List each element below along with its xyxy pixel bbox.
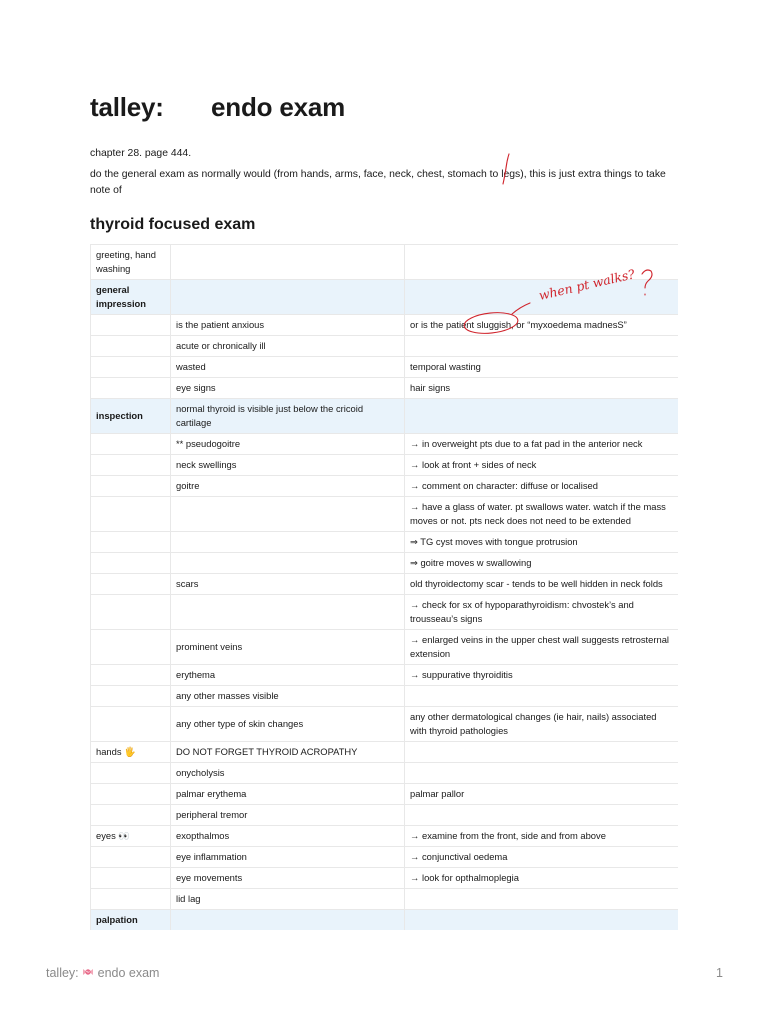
table-cell-note: temporal wasting	[405, 357, 679, 378]
candy-icon	[82, 966, 94, 978]
footer-title-suffix: endo exam	[97, 966, 160, 980]
table-cell-note: → look at front + sides of neck	[405, 455, 679, 476]
table-cell-item	[171, 280, 405, 315]
table-cell-category	[91, 434, 171, 455]
table-cell-category	[91, 455, 171, 476]
table-section-row	[91, 910, 679, 931]
exam-table	[90, 244, 678, 930]
footer-title	[46, 966, 159, 980]
table-cell-item: lid lag	[171, 889, 405, 910]
table-cell-note	[405, 280, 679, 315]
table-cell-note: → conjunctival oedema	[405, 847, 679, 868]
footer-page-number: 1	[716, 966, 723, 980]
table-cell-category	[91, 357, 171, 378]
table-cell-item: DO NOT FORGET THYROID ACROPATHY	[171, 742, 405, 763]
table-cell-category	[91, 532, 171, 553]
table-row	[91, 707, 679, 742]
table-row	[91, 686, 679, 707]
table-cell-note	[405, 399, 679, 434]
table-cell-category	[91, 476, 171, 497]
table-cell-note: ⇒ goitre moves w swallowing	[405, 553, 679, 574]
exam-table-body	[91, 245, 679, 931]
table-cell-category	[91, 315, 171, 336]
table-cell-category	[91, 805, 171, 826]
section-heading: thyroid focused exam	[90, 216, 256, 233]
table-cell-item: palmar erythema	[171, 784, 405, 805]
table-cell-note: or is the patient sluggish, or “myxoedema madnesS”	[405, 315, 679, 336]
table-row	[91, 378, 679, 399]
table-section-row	[91, 399, 679, 434]
table-cell-category	[91, 868, 171, 889]
table-row	[91, 336, 679, 357]
table-cell-category	[91, 553, 171, 574]
table-row	[91, 826, 679, 847]
table-cell-note: → in overweight pts due to a fat pad in the anterior neck	[405, 434, 679, 455]
table-cell-item: ** pseudogoitre	[171, 434, 405, 455]
table-row	[91, 742, 679, 763]
table-cell-note: hair signs	[405, 378, 679, 399]
table-cell-item	[171, 245, 405, 280]
table-row	[91, 434, 679, 455]
table-cell-category: eyes 👀	[91, 826, 171, 847]
table-cell-note	[405, 336, 679, 357]
table-cell-category: greeting, hand washing	[91, 245, 171, 280]
table-row	[91, 455, 679, 476]
table-cell-note: → have a glass of water. pt swallows water. watch if the mass moves or not. pts neck does not need to be extended	[405, 497, 679, 532]
table-cell-category	[91, 847, 171, 868]
table-cell-category	[91, 574, 171, 595]
table-cell-item: eye signs	[171, 378, 405, 399]
table-cell-item	[171, 532, 405, 553]
exam-table-container	[90, 244, 678, 930]
table-row	[91, 357, 679, 378]
table-cell-note: palmar pallor	[405, 784, 679, 805]
table-cell-note: old thyroidectomy scar - tends to be well hidden in neck folds	[405, 574, 679, 595]
table-cell-note: → examine from the front, side and from above	[405, 826, 679, 847]
table-row	[91, 847, 679, 868]
table-cell-note	[405, 742, 679, 763]
table-cell-category: inspection	[91, 399, 171, 434]
table-cell-item: wasted	[171, 357, 405, 378]
table-cell-item: acute or chronically ill	[171, 336, 405, 357]
table-cell-note	[405, 889, 679, 910]
table-cell-item: eye inflammation	[171, 847, 405, 868]
table-cell-note: → check for sx of hypoparathyroidism: chvostek’s and trousseau’s signs	[405, 595, 679, 630]
table-cell-category	[91, 630, 171, 665]
table-cell-item: peripheral tremor	[171, 805, 405, 826]
table-cell-note	[405, 763, 679, 784]
table-cell-item: prominent veins	[171, 630, 405, 665]
table-cell-item	[171, 595, 405, 630]
table-cell-note	[405, 805, 679, 826]
intro-text: do the general exam as normally would (from hands, arms, face, neck, chest, stomach to legs), this is just extra things to take note of	[90, 169, 666, 196]
table-cell-item: is the patient anxious	[171, 315, 405, 336]
table-cell-item: goitre	[171, 476, 405, 497]
table-cell-item: any other type of skin changes	[171, 707, 405, 742]
table-cell-category: palpation	[91, 910, 171, 931]
table-row	[91, 889, 679, 910]
title-part-talley: talley:	[90, 92, 164, 122]
table-cell-item: scars	[171, 574, 405, 595]
table-cell-note: → look for opthalmoplegia	[405, 868, 679, 889]
table-cell-note: ⇒ TG cyst moves with tongue protrusion	[405, 532, 679, 553]
title-part-endo-exam: endo exam	[211, 92, 346, 122]
footer-title-prefix: talley:	[46, 966, 79, 980]
table-cell-category	[91, 595, 171, 630]
table-cell-item: eye movements	[171, 868, 405, 889]
table-cell-category	[91, 336, 171, 357]
table-cell-category	[91, 707, 171, 742]
table-row	[91, 805, 679, 826]
table-cell-item: neck swellings	[171, 455, 405, 476]
table-cell-category	[91, 497, 171, 532]
table-cell-note: → suppurative thyroiditis	[405, 665, 679, 686]
table-row	[91, 532, 679, 553]
table-cell-category	[91, 686, 171, 707]
table-cell-note	[405, 245, 679, 280]
table-row	[91, 245, 679, 280]
table-cell-item: erythema	[171, 665, 405, 686]
table-row	[91, 574, 679, 595]
table-row	[91, 784, 679, 805]
table-cell-note: any other dermatological changes (ie hair, nails) associated with thyroid pathologies	[405, 707, 679, 742]
ink-handwritten-note: when pt walks?	[537, 266, 637, 303]
table-cell-item: any other masses visible	[171, 686, 405, 707]
table-cell-item	[171, 497, 405, 532]
table-row	[91, 315, 679, 336]
table-cell-note: → comment on character: diffuse or localised	[405, 476, 679, 497]
table-cell-category	[91, 889, 171, 910]
table-cell-note: → enlarged veins in the upper chest wall suggests retrosternal extension	[405, 630, 679, 665]
table-row	[91, 497, 679, 532]
table-cell-category	[91, 378, 171, 399]
table-cell-category	[91, 784, 171, 805]
table-row	[91, 868, 679, 889]
table-row	[91, 630, 679, 665]
table-cell-note	[405, 686, 679, 707]
table-cell-category: hands 🖐	[91, 742, 171, 763]
table-cell-category	[91, 665, 171, 686]
table-cell-category	[91, 763, 171, 784]
table-cell-note	[405, 910, 679, 931]
table-section-row	[91, 280, 679, 315]
table-cell-item: onycholysis	[171, 763, 405, 784]
table-row	[91, 476, 679, 497]
chapter-reference: chapter 28. page 444.	[90, 148, 192, 159]
table-cell-item: exopthalmos	[171, 826, 405, 847]
table-row	[91, 595, 679, 630]
table-cell-item: normal thyroid is visible just below the cricoid cartilage	[171, 399, 405, 434]
table-row	[91, 665, 679, 686]
page-title	[90, 92, 345, 123]
table-cell-item	[171, 910, 405, 931]
table-row	[91, 553, 679, 574]
table-row	[91, 763, 679, 784]
table-cell-item	[171, 553, 405, 574]
table-cell-category: general impression	[91, 280, 171, 315]
